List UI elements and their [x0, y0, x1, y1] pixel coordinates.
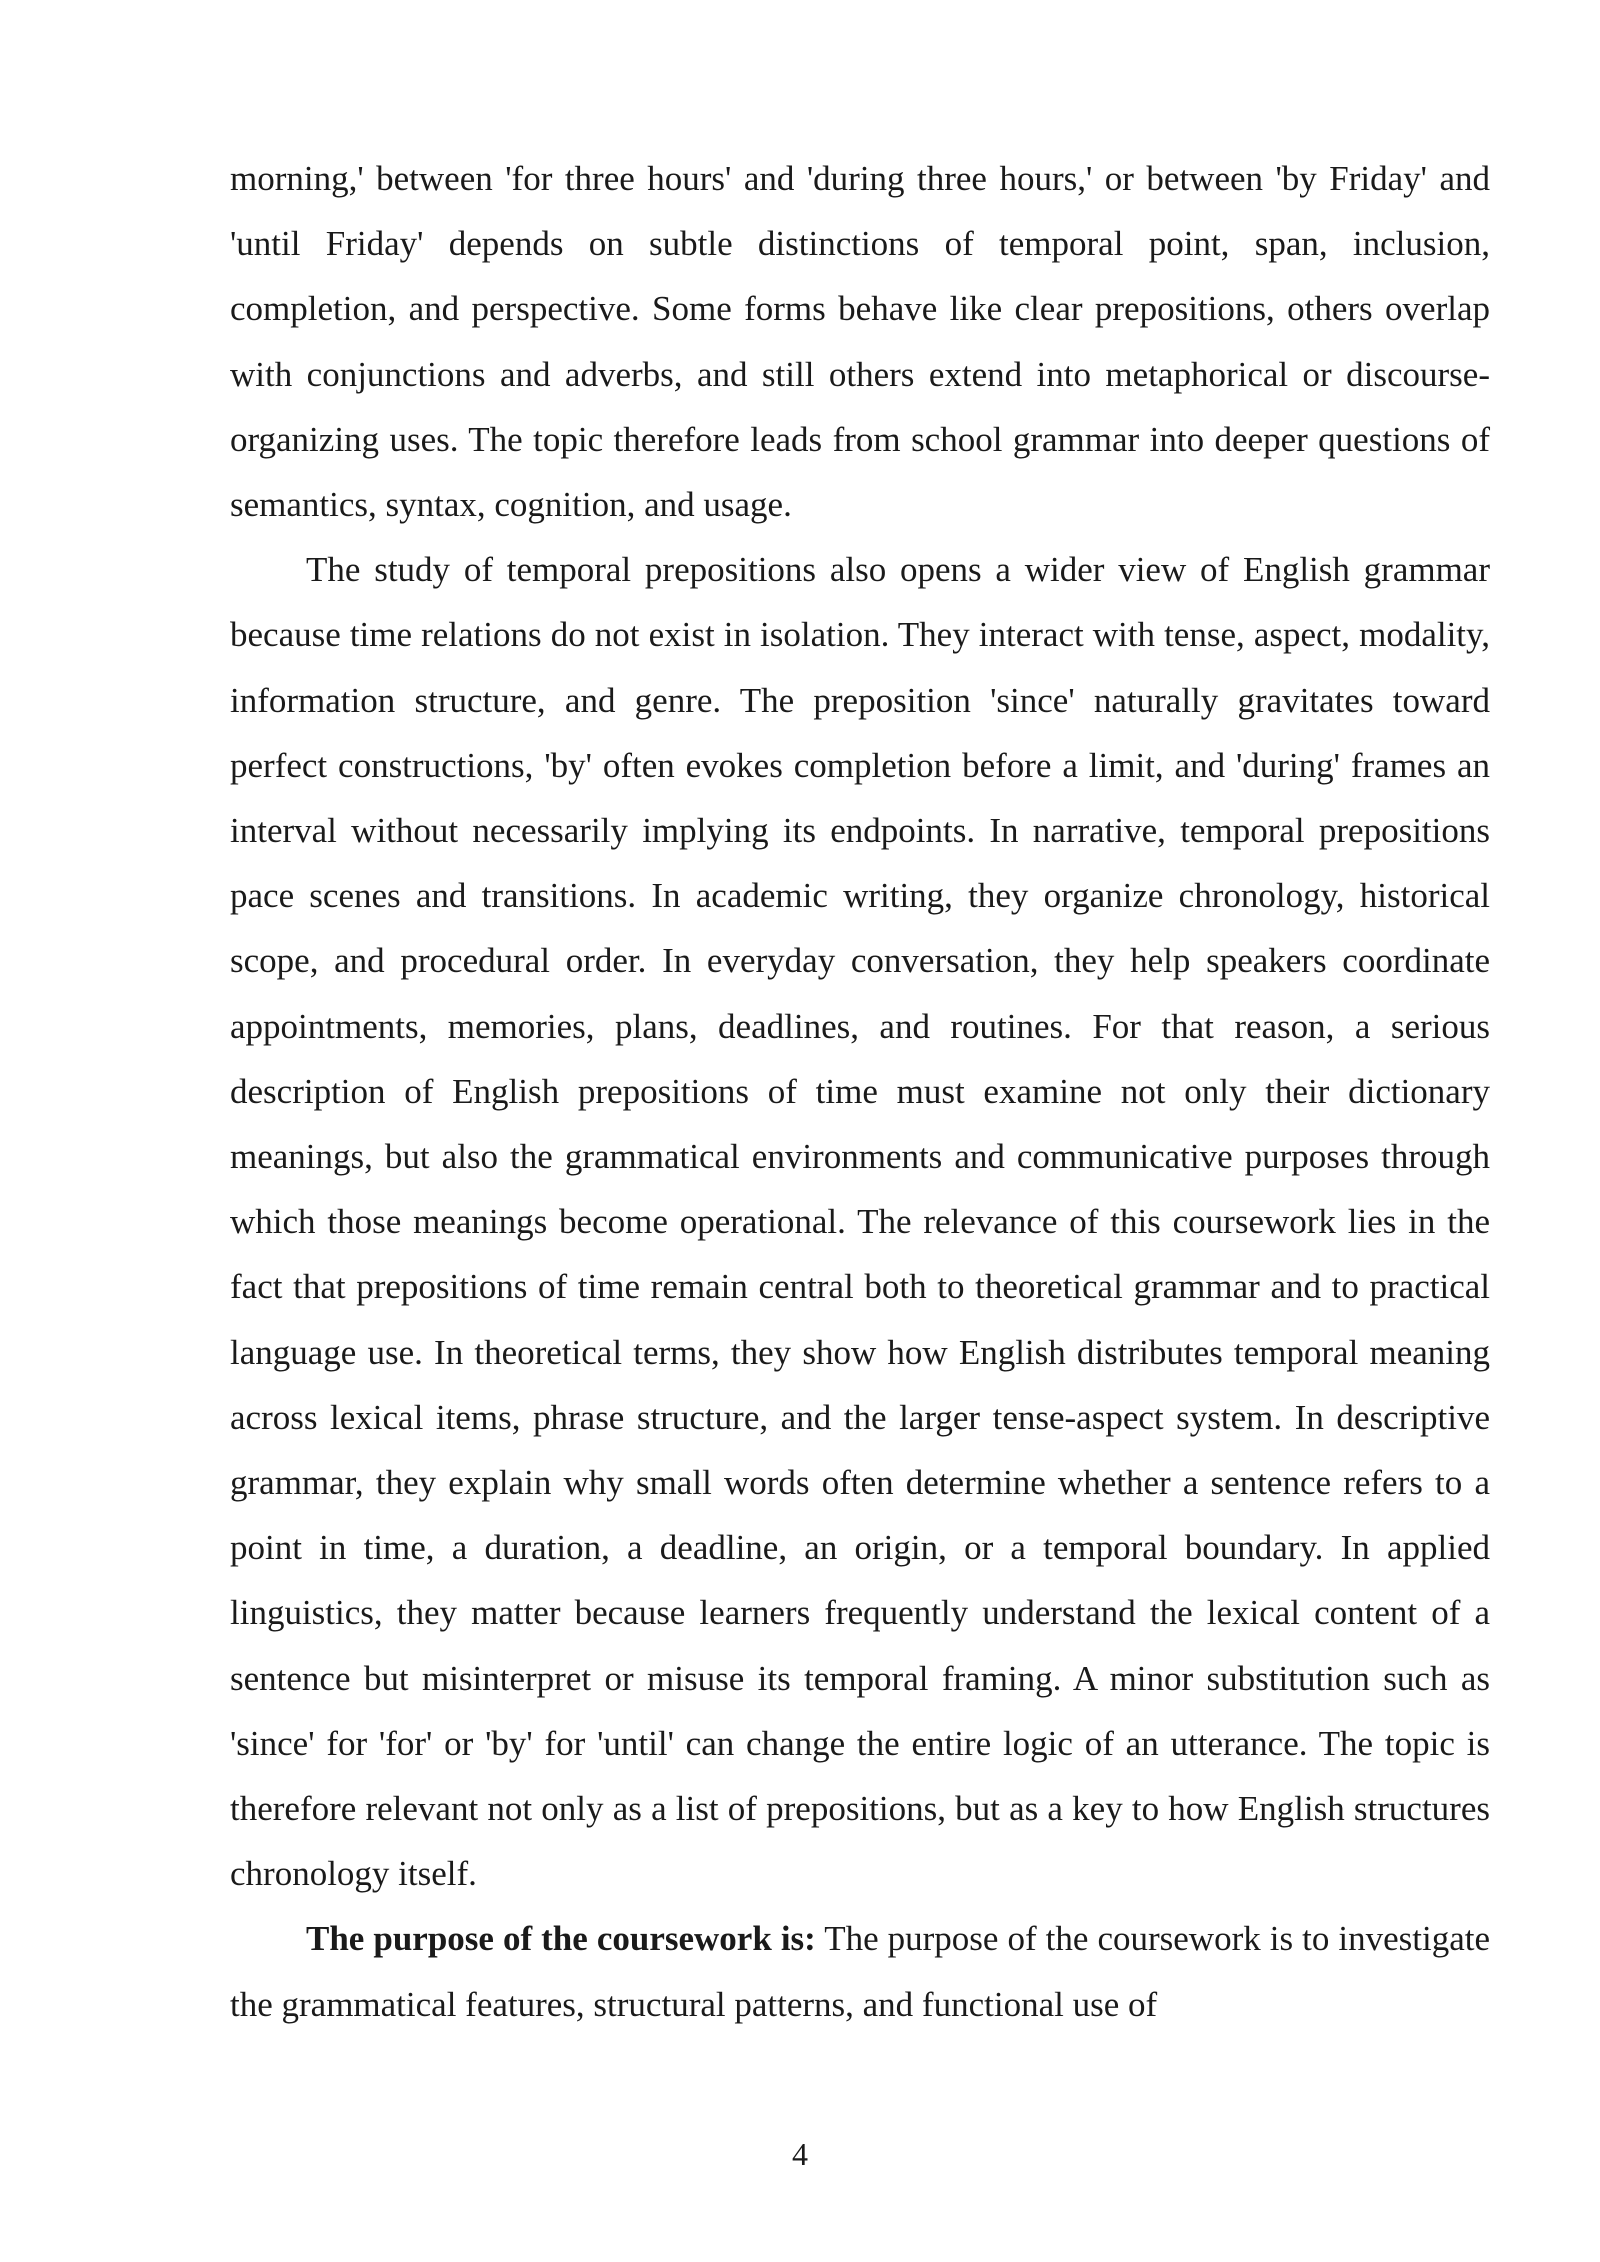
- paragraph-continuation: morning,' between 'for three hours' and 'during three hours,' or between 'by Friday' and 'until Friday' depends on subtle distinctions of temporal point, span, inclusion, completion, and perspective. Some forms behave like clear prepositions, others overlap with conjunctions and adverbs, and still others extend into metaphorical or discourse-organizing uses. The topic therefore leads from school grammar into deeper questions of semantics, syntax, cognition, and usage.: [230, 159, 1490, 525]
- purpose-text: The purpose of the coursework is to investigate the grammatical features, structural patterns, and functional use of: [230, 1919, 1490, 2024]
- paragraph-purpose: [230, 1906, 1490, 2036]
- body-text: [230, 146, 1490, 2037]
- page-number: 4: [792, 2136, 808, 2172]
- paragraph-relevance: The study of temporal prepositions also opens a wider view of English grammar because time relations do not exist in isolation. They interact with tense, aspect, modality, information structure, and genre. The preposition 'since' naturally gravitates toward perfect constructions, 'by' often evokes completion before a limit, and 'during' frames an interval without necessarily implying its endpoints. In narrative, temporal prepositions pace scenes and transitions. In academic writing, they organize chronology, historical scope, and procedural order. In everyday conversation, they help speakers coordinate appointments, memories, plans, deadlines, and routines. For that reason, a serious description of English prepositions of time must examine not only their dictionary meanings, but also the grammatical environments and communicative purposes through which those meanings become operational. The relevance of this coursework lies in the fact that prepositions of time remain central both to theoretical grammar and to practical language use. In theoretical terms, they show how English distributes temporal meaning across lexical items, phrase structure, and the larger tense-aspect system. In descriptive grammar, they explain why small words often determine whether a sentence refers to a point in time, a duration, a deadline, an origin, or a temporal boundary. In applied linguistics, they matter because learners frequently understand the lexical content of a sentence but misinterpret or misuse its temporal framing. A minor substitution such as 'since' for 'for' or 'by' for 'until' can change the entire logic of an utterance. The topic is therefore relevant not only as a list of prepositions, but as a key to how English structures chronology itself.: [230, 550, 1490, 1894]
- purpose-heading: The purpose of the coursework is:: [306, 1919, 816, 1959]
